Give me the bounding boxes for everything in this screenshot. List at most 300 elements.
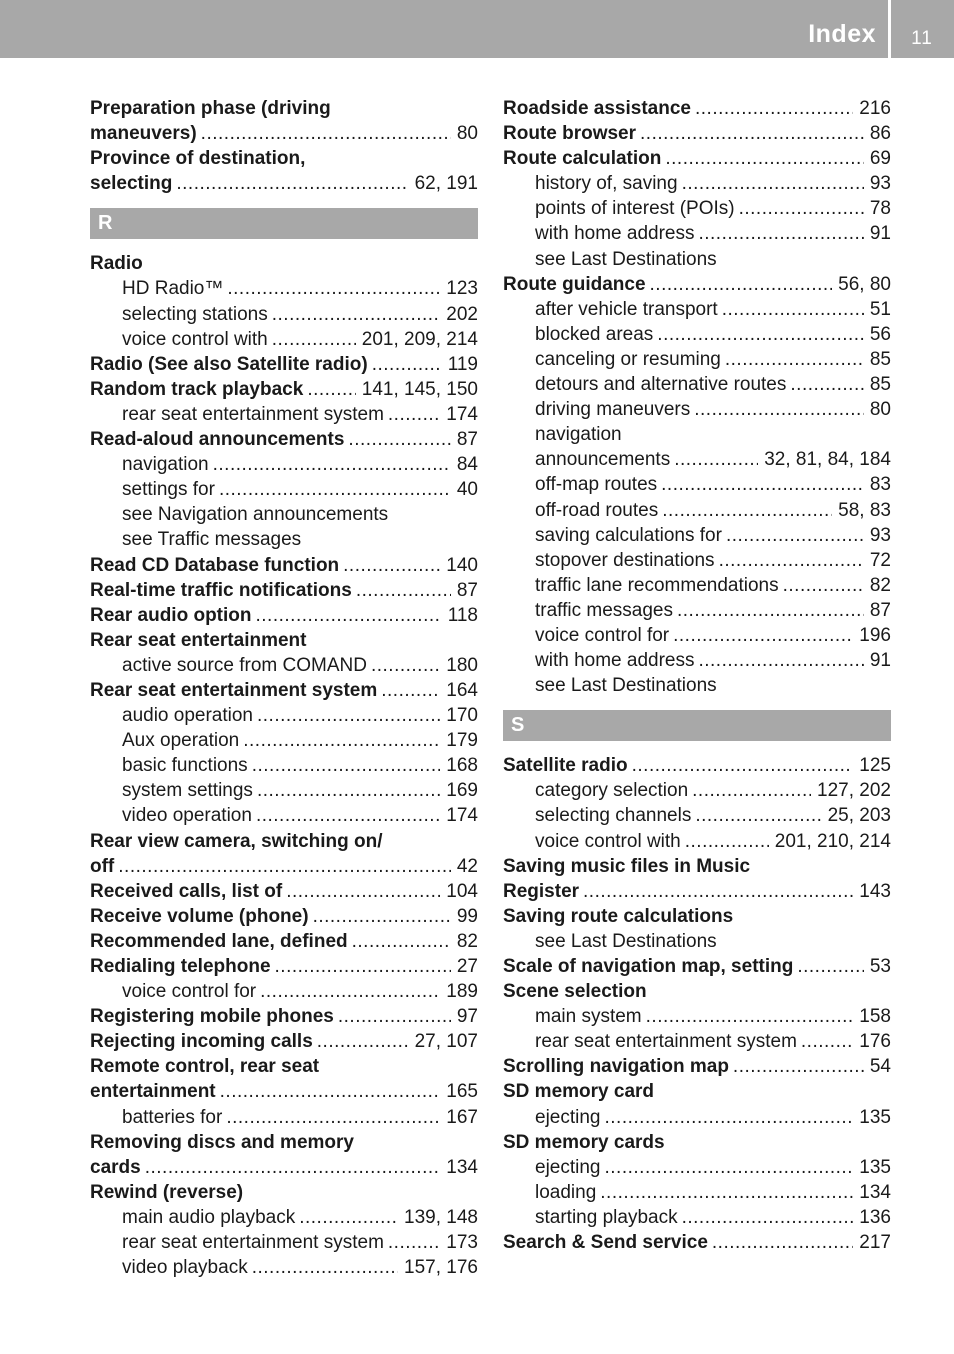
dot-leader — [381, 678, 440, 703]
dot-leader — [338, 1004, 451, 1029]
page-reference: 216 — [859, 98, 891, 119]
index-subentry — [503, 1180, 891, 1205]
index-entry — [90, 352, 478, 377]
letter-heading-s: S — [503, 710, 891, 741]
page-reference: 134 — [446, 1156, 478, 1178]
index-entry — [90, 854, 478, 879]
index-entry — [90, 578, 478, 603]
entry-term: see Traffic messages — [122, 529, 302, 551]
index-subentry — [90, 402, 478, 427]
entry-term: Scrolling navigation map — [503, 1056, 729, 1078]
dot-leader — [243, 728, 440, 753]
index-entry — [90, 1029, 478, 1054]
entry-term: off — [90, 855, 115, 877]
page-reference: 97 — [456, 1006, 478, 1028]
dot-leader — [726, 523, 864, 548]
page-reference: 85 — [869, 348, 891, 370]
dot-leader — [694, 397, 864, 422]
entry-term: voice control with — [122, 328, 268, 350]
page-reference: 56, 80 — [838, 273, 891, 295]
dot-leader — [733, 1054, 864, 1079]
index-subentry — [90, 327, 478, 352]
entry-term: cards — [90, 1156, 141, 1178]
entry-term: Rear seat entertainment — [90, 629, 307, 651]
dot-leader — [256, 803, 440, 828]
index-entry — [503, 1130, 891, 1155]
entry-term: voice control for — [122, 981, 257, 1003]
page-reference: 135 — [859, 1156, 891, 1178]
dot-leader — [695, 803, 821, 828]
index-entry — [90, 377, 478, 402]
index-entry — [503, 272, 891, 297]
index-column-left — [90, 96, 478, 1280]
dot-leader — [201, 121, 451, 146]
page-reference: 125 — [859, 755, 891, 777]
entry-term: see Last Destinations — [535, 930, 717, 952]
index-entry — [90, 904, 478, 929]
page-reference: 139, 148 — [404, 1206, 478, 1228]
page-reference: 86 — [869, 123, 891, 145]
page-reference: 91 — [869, 650, 891, 672]
page-reference: 40 — [456, 479, 478, 501]
page-reference: 80 — [456, 123, 478, 145]
index-entry — [90, 251, 478, 276]
dot-leader — [797, 954, 864, 979]
entry-term: video playback — [122, 1257, 248, 1279]
entry-term: selecting — [90, 173, 173, 195]
page-reference: 58, 83 — [838, 499, 891, 521]
entry-term: with home address — [535, 650, 695, 672]
index-subentry — [503, 803, 891, 828]
index-entry — [90, 879, 478, 904]
page-reference: 93 — [869, 524, 891, 546]
page-number: 11 — [911, 28, 933, 49]
page-reference: 174 — [446, 805, 478, 827]
page-reference: 87 — [456, 429, 478, 451]
page-reference: 56 — [869, 323, 891, 345]
entry-term: stopover destinations — [535, 549, 715, 571]
index-entry — [90, 1180, 478, 1205]
dot-leader — [272, 327, 356, 352]
dot-leader — [176, 171, 408, 196]
index-subentry — [90, 527, 478, 552]
dot-leader — [213, 452, 451, 477]
index-subentry — [90, 803, 478, 828]
page-reference: 176 — [859, 1031, 891, 1053]
index-entry — [90, 171, 478, 196]
page-reference: 167 — [446, 1106, 478, 1128]
entry-term: Rejecting incoming calls — [90, 1031, 313, 1053]
entry-term: rear seat entertainment system — [535, 1031, 797, 1053]
page-reference: 104 — [446, 880, 478, 902]
dot-leader — [677, 598, 864, 623]
index-subentry — [503, 247, 891, 272]
entry-term: category selection — [535, 780, 689, 802]
page-reference: 93 — [869, 173, 891, 195]
dot-leader — [352, 929, 451, 954]
entry-term: navigation — [122, 454, 209, 476]
page-reference: 84 — [456, 454, 478, 476]
index-subentry — [503, 778, 891, 803]
page-header — [0, 0, 954, 58]
entry-term: driving maneuvers — [535, 399, 691, 421]
dot-leader — [145, 1155, 441, 1180]
entry-term: points of interest (POIs) — [535, 198, 735, 220]
dot-leader — [252, 1255, 398, 1280]
entry-term: Search & Send service — [503, 1232, 708, 1254]
entry-term: batteries for — [122, 1106, 223, 1128]
entry-term: Recommended lane, defined — [90, 930, 348, 952]
index-entry — [90, 1004, 478, 1029]
index-entry — [90, 1130, 478, 1155]
entry-term: voice control for — [535, 624, 670, 646]
index-subentry — [90, 1230, 478, 1255]
dot-leader — [256, 603, 442, 628]
entry-term: SD memory cards — [503, 1131, 665, 1153]
section-spacer — [90, 196, 478, 208]
dot-leader — [275, 954, 451, 979]
entry-term: loading — [535, 1181, 597, 1203]
entry-term: Radio — [90, 253, 143, 275]
page-reference: 201, 210, 214 — [774, 830, 891, 852]
page-reference: 196 — [859, 624, 891, 646]
index-subentry — [90, 452, 478, 477]
dot-leader — [661, 472, 864, 497]
entry-term: Rear seat entertainment system — [90, 679, 378, 701]
dot-leader — [605, 1155, 854, 1180]
page-reference: 78 — [869, 198, 891, 220]
index-entry — [503, 121, 891, 146]
page-reference: 123 — [446, 278, 478, 300]
dot-leader — [118, 854, 451, 879]
page-reference: 140 — [446, 554, 478, 576]
index-subentry — [503, 548, 891, 573]
entry-term: Province of destination, — [90, 148, 306, 170]
entry-term: selecting channels — [535, 805, 692, 827]
page-reference: 62, 191 — [414, 173, 478, 195]
index-column-right — [503, 96, 891, 1255]
section-spacer — [503, 698, 891, 710]
dot-leader — [307, 377, 355, 402]
entry-term: Roadside assistance — [503, 98, 691, 119]
entry-term: announcements — [535, 449, 671, 471]
index-subentry — [503, 1155, 891, 1180]
page-reference: 80 — [869, 399, 891, 421]
index-subentry — [503, 648, 891, 673]
page-reference: 157, 176 — [404, 1257, 478, 1279]
entry-term: Rear view camera, switching on/ — [90, 830, 383, 852]
dot-leader — [220, 1079, 441, 1104]
index-subentry — [503, 829, 891, 854]
dot-leader — [632, 753, 854, 778]
index-subentry — [503, 573, 891, 598]
entry-term: see Navigation announcements — [122, 504, 389, 526]
page-reference: 180 — [446, 654, 478, 676]
page-reference: 32, 81, 84, 184 — [764, 449, 891, 471]
dot-leader — [673, 623, 853, 648]
entry-term: Rewind (reverse) — [90, 1181, 244, 1203]
index-subentry — [90, 477, 478, 502]
index-entry — [503, 954, 891, 979]
page-reference: 54 — [869, 1056, 891, 1078]
index-subentry — [90, 502, 478, 527]
page-reference: 169 — [446, 780, 478, 802]
dot-leader — [698, 221, 863, 246]
entry-term: off-map routes — [535, 474, 658, 496]
index-entry — [503, 753, 891, 778]
index-subentry — [90, 778, 478, 803]
entry-term: Scale of navigation map, setting — [503, 956, 794, 977]
page-reference: 119 — [447, 353, 478, 375]
entry-term: SD memory card — [503, 1081, 655, 1103]
index-entry — [503, 146, 891, 171]
dot-leader — [388, 1230, 440, 1255]
index-subentry — [90, 703, 478, 728]
entry-term: system settings — [122, 780, 253, 802]
dot-leader — [605, 1105, 854, 1130]
entry-term: video operation — [122, 805, 252, 827]
entry-term: Registering mobile phones — [90, 1006, 334, 1028]
index-subentry — [503, 498, 891, 523]
index-subentry — [503, 297, 891, 322]
index-subentry — [90, 1205, 478, 1230]
dot-leader — [257, 778, 440, 803]
entry-term: after vehicle transport — [535, 298, 718, 320]
entry-term: rear seat entertainment system — [122, 1232, 384, 1254]
index-subentry — [503, 523, 891, 548]
dot-leader — [640, 121, 864, 146]
index-entry — [503, 1054, 891, 1079]
page-reference: 189 — [446, 981, 478, 1003]
page-reference: 27 — [456, 956, 478, 977]
index-subentry — [503, 472, 891, 497]
entry-term: Register — [503, 880, 580, 902]
entry-term: history of, saving — [535, 173, 678, 195]
dot-leader — [343, 553, 440, 578]
page-reference: 85 — [869, 374, 891, 396]
entry-term: canceling or resuming — [535, 348, 721, 370]
dot-leader — [695, 96, 853, 121]
entry-term: Route guidance — [503, 273, 646, 295]
dot-leader — [227, 276, 440, 301]
index-entry — [90, 121, 478, 146]
dot-leader — [317, 1029, 409, 1054]
page-reference: 165 — [446, 1081, 478, 1103]
index-entry — [90, 553, 478, 578]
entry-term: navigation — [535, 424, 622, 446]
page-reference: 127, 202 — [817, 780, 891, 802]
index-subentry — [503, 598, 891, 623]
page-reference: 99 — [456, 905, 478, 927]
index-subentry — [90, 302, 478, 327]
entry-term: ejecting — [535, 1106, 601, 1128]
entry-term: Read-aloud announcements — [90, 429, 345, 451]
index-entry — [90, 1054, 478, 1079]
page-reference: 141, 145, 150 — [361, 378, 478, 400]
page-reference: 25, 203 — [827, 805, 891, 827]
index-subentry — [503, 1105, 891, 1130]
section-spacer — [90, 239, 478, 251]
page-reference: 135 — [859, 1106, 891, 1128]
entry-term: Route browser — [503, 123, 637, 145]
page-reference: 164 — [446, 679, 478, 701]
dot-leader — [783, 573, 864, 598]
entry-term: Read CD Database function — [90, 554, 340, 576]
entry-term: ejecting — [535, 1156, 601, 1178]
index-entry — [503, 1230, 891, 1255]
dot-leader — [698, 648, 863, 673]
dot-leader — [356, 578, 451, 603]
index-subentry — [90, 753, 478, 778]
dot-leader — [371, 653, 440, 678]
entry-term: Received calls, list of — [90, 880, 283, 902]
index-subentry — [503, 372, 891, 397]
entry-term: basic functions — [122, 755, 248, 777]
index-subentry — [503, 397, 891, 422]
index-entry — [90, 929, 478, 954]
dot-leader — [388, 402, 440, 427]
dot-leader — [719, 548, 864, 573]
dot-leader — [257, 703, 440, 728]
page-reference: 72 — [869, 549, 891, 571]
index-subentry — [90, 1105, 478, 1130]
dot-leader — [219, 477, 451, 502]
page-reference: 82 — [869, 574, 891, 596]
dot-leader — [739, 196, 864, 221]
entry-term: Real-time traffic notifications — [90, 579, 352, 601]
index-subentry — [90, 1255, 478, 1280]
entry-term: Saving music files in Music — [503, 855, 751, 877]
dot-leader — [600, 1180, 853, 1205]
entry-term: traffic lane recommendations — [535, 574, 779, 596]
index-subentry — [90, 276, 478, 301]
entry-term: Random track playback — [90, 378, 304, 400]
index-entry — [503, 979, 891, 1004]
page-reference: 143 — [859, 880, 891, 902]
index-subentry — [503, 447, 891, 472]
index-subentry — [503, 322, 891, 347]
index-entry — [503, 854, 891, 879]
dot-leader — [272, 302, 441, 327]
index-subentry — [503, 196, 891, 221]
index-subentry — [503, 221, 891, 246]
entry-term: blocked areas — [535, 323, 654, 345]
page-reference: 173 — [446, 1232, 478, 1254]
page-reference: 42 — [456, 855, 478, 877]
dot-leader — [665, 146, 864, 171]
entry-term: entertainment — [90, 1081, 216, 1103]
page-reference: 51 — [869, 298, 891, 320]
entry-term: Preparation phase (driving — [90, 98, 331, 119]
entry-term: off-road routes — [535, 499, 659, 521]
index-subentry — [90, 653, 478, 678]
entry-term: with home address — [535, 223, 695, 245]
dot-leader — [348, 427, 450, 452]
entry-term: see Last Destinations — [535, 675, 717, 697]
index-subentry — [503, 1205, 891, 1230]
index-entry — [90, 603, 478, 628]
index-entry — [90, 678, 478, 703]
index-entry — [503, 1079, 891, 1104]
entry-term: HD Radio™ — [122, 278, 224, 300]
entry-term: detours and alternative routes — [535, 374, 787, 396]
page-reference: 201, 209, 214 — [361, 328, 478, 350]
entry-term: rear seat entertainment system — [122, 403, 384, 425]
entry-term: voice control with — [535, 830, 681, 852]
dot-leader — [692, 778, 811, 803]
entry-term: selecting stations — [122, 303, 268, 325]
dot-leader — [657, 322, 864, 347]
index-subentry — [90, 728, 478, 753]
index-subentry — [503, 673, 891, 698]
dot-leader — [313, 904, 451, 929]
page-reference: 136 — [859, 1206, 891, 1228]
page-reference: 118 — [447, 604, 478, 626]
page-reference: 217 — [859, 1232, 891, 1254]
dot-leader — [252, 753, 441, 778]
index-entry — [90, 427, 478, 452]
dot-leader — [725, 347, 864, 372]
dot-leader — [260, 979, 440, 1004]
page-reference: 69 — [869, 148, 891, 170]
section-spacer — [503, 741, 891, 753]
page-reference: 202 — [446, 303, 478, 325]
entry-term: traffic messages — [535, 599, 673, 621]
entry-term: Scene selection — [503, 981, 647, 1003]
dot-leader — [299, 1205, 398, 1230]
letter-heading-r: R — [90, 208, 478, 239]
page-reference: 168 — [446, 755, 478, 777]
dot-leader — [790, 372, 863, 397]
index-subentry — [503, 171, 891, 196]
dot-leader — [722, 297, 864, 322]
dot-leader — [662, 498, 832, 523]
index-entry — [90, 829, 478, 854]
dot-leader — [801, 1029, 853, 1054]
page-reference: 179 — [446, 730, 478, 752]
page-reference: 134 — [859, 1181, 891, 1203]
index-subentry — [503, 347, 891, 372]
index-entry — [503, 96, 891, 121]
page-reference: 82 — [456, 930, 478, 952]
entry-term: main system — [535, 1006, 642, 1028]
page-reference: 27, 107 — [414, 1031, 478, 1053]
index-entry — [503, 904, 891, 929]
entry-term: audio operation — [122, 705, 253, 727]
entry-term: saving calculations for — [535, 524, 722, 546]
entry-term: active source from COMAND — [122, 654, 367, 676]
index-entry — [90, 96, 478, 121]
index-subentry — [503, 623, 891, 648]
entry-term: Aux operation — [122, 730, 240, 752]
index-entry — [90, 1079, 478, 1104]
dot-leader — [650, 272, 833, 297]
index-entry — [503, 879, 891, 904]
entry-term: Redialing telephone — [90, 956, 271, 977]
dot-leader — [674, 447, 758, 472]
dot-leader — [685, 829, 769, 854]
index-subentry — [503, 1004, 891, 1029]
index-entry — [90, 1155, 478, 1180]
entry-term: main audio playback — [122, 1206, 296, 1228]
dot-leader — [583, 879, 853, 904]
index-entry — [90, 628, 478, 653]
index-subentry — [90, 979, 478, 1004]
entry-term: Saving route calculations — [503, 905, 734, 927]
page-reference: 170 — [446, 705, 478, 727]
index-entry — [90, 954, 478, 979]
page-reference: 83 — [869, 474, 891, 496]
